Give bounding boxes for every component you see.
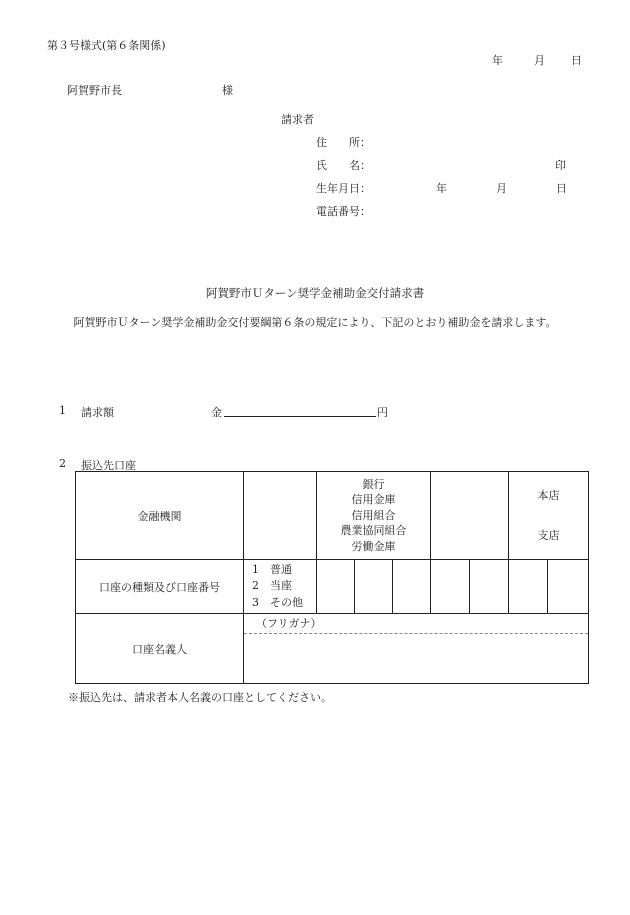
form-number: 第３号様式(第６条関係): [47, 39, 166, 52]
account-type-options: [244, 560, 317, 614]
address-label: 住 所：: [316, 136, 371, 149]
birth-day: 日: [556, 182, 567, 195]
account-type-option[interactable]: 3 その他: [252, 595, 303, 609]
amount-underline: [224, 416, 376, 417]
holder-label-cell: [76, 614, 244, 684]
bank-label-cell: [76, 472, 244, 560]
addressee-honorific: 様: [222, 84, 233, 97]
amount-label: 請求額: [81, 406, 114, 419]
account-heading: 振込先口座: [81, 459, 136, 472]
birth-month: 月: [496, 182, 507, 195]
account-digit-box[interactable]: [393, 560, 431, 614]
account-digit-box[interactable]: [470, 560, 509, 614]
requester-heading: 請求者: [281, 113, 314, 126]
account-digit-box[interactable]: [509, 560, 548, 614]
institution-type: 農業協同組合: [340, 524, 407, 538]
birth-year: 年: [436, 182, 447, 195]
birth-label: 生年月日：: [316, 182, 371, 195]
account-digit-box[interactable]: [355, 560, 393, 614]
branch-name-cell[interactable]: [431, 472, 509, 560]
bank-label: 金融機関: [137, 509, 182, 523]
name-label: 氏 名：: [316, 159, 371, 172]
bank-name-cell[interactable]: [244, 472, 317, 560]
institution-type: 労働金庫: [351, 539, 396, 553]
furigana-label: （フリガナ）: [244, 614, 588, 634]
institution-type: 信用組合: [351, 508, 396, 522]
account-type-option[interactable]: 1 普通: [252, 562, 292, 576]
amount-number: 1: [59, 404, 66, 417]
addressee-name: 阿賀野市長: [67, 84, 122, 97]
account-type-option[interactable]: 2 当座: [252, 579, 292, 593]
holder-label: 口座名義人: [132, 642, 187, 656]
account-number: 2: [59, 457, 66, 470]
institution-type-cell: [317, 472, 431, 560]
branch-type-cell: [509, 472, 589, 560]
branch-label: 支店: [537, 528, 560, 542]
seal-mark: 印: [555, 159, 566, 172]
account-digit-box[interactable]: [548, 560, 589, 614]
account-note: ※振込先は、請求者本人名義の口座としてください。: [68, 691, 332, 704]
account-type-label-cell: [76, 560, 244, 614]
head-office-label: 本店: [537, 488, 560, 502]
date-year: 年: [492, 54, 503, 67]
bank-account-table: [75, 471, 589, 684]
document-title: 阿賀野市Ｕターン奨学金補助金交付請求書: [205, 286, 425, 300]
date-month: 月: [534, 54, 545, 67]
date-day: 日: [571, 54, 582, 67]
amount-suffix: 円: [377, 406, 388, 419]
account-type-label: 口座の種類及び口座番号: [99, 580, 220, 594]
institution-type: 銀行: [362, 477, 385, 491]
holder-name-cell[interactable]: [244, 614, 589, 684]
body-text: 阿賀野市Ｕターン奨学金補助金交付要綱第６条の規定により、下記のとおり補助金を請求します。: [73, 316, 557, 329]
phone-label: 電話番号：: [316, 205, 371, 218]
institution-type: 信用金庫: [351, 493, 396, 507]
account-digit-box[interactable]: [431, 560, 470, 614]
amount-prefix: 金: [211, 406, 222, 419]
account-digit-box[interactable]: [317, 560, 355, 614]
